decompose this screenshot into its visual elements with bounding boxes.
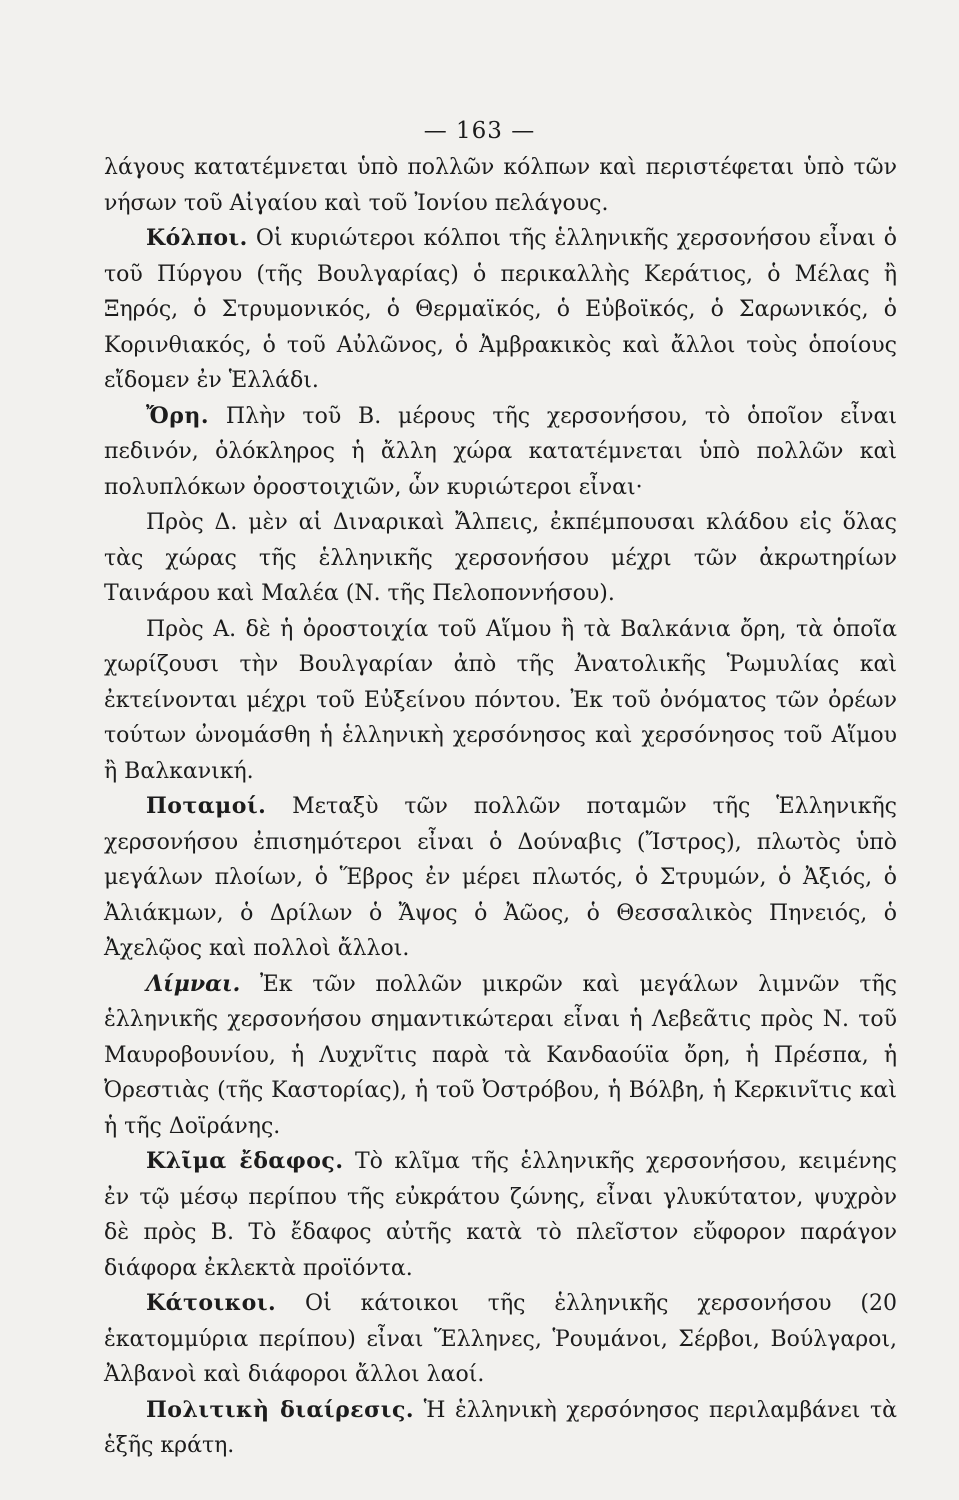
paragraph-text: Πλὴν τοῦ Β. μέρους τῆς χερσονήσου, τὸ ὁποῖον εἶναι πεδινόν, ὁλόκληρος ἡ ἄλλη χώρα κατατέμνεται ὑπὸ πολλῶν καὶ πολυπλόκων ὀροστοιχιῶν, ὧν κυριώτεροι εἶναι· bbox=[104, 403, 898, 500]
section-heading-mountains: Ὄρη. bbox=[146, 402, 210, 429]
paragraph-gulfs bbox=[104, 221, 897, 399]
paragraph-climate bbox=[104, 1144, 897, 1286]
paragraph-continuation bbox=[104, 150, 897, 221]
paragraph-rivers bbox=[104, 789, 897, 967]
paragraph-political-division bbox=[104, 1393, 897, 1464]
paragraph-text: Οἱ κυριώτεροι κόλποι τῆς ἑλληνικῆς χερσονήσου εἶναι ὁ τοῦ Πύργου (τῆς Βουλγαρίας) ὁ περικαλλὴς Κεράτιος, ὁ Μέλας ἢ Ξηρός, ὁ Στρυμονικός, ὁ Θερμαϊκός, ὁ Εὐβοϊκός, ὁ Σαρωνικός, ὁ Κορινθιακός, ὁ τοῦ Αὐλῶνος, ὁ Ἀμβρακικὸς καὶ ἄλλοι τοὺς ὁποίους εἴδομεν ἐν Ἑλλάδι. bbox=[104, 226, 897, 393]
section-heading-rivers: Ποταμοί. bbox=[146, 793, 267, 819]
paragraph-text: λάγους κατατέμνεται ὑπὸ πολλῶν κόλπων καὶ περιστέφεται ὑπὸ τῶν νήσων τοῦ Αἰγαίου καὶ τοῦ Ἰονίου πελάγους. bbox=[104, 155, 897, 216]
section-heading-lakes: Λίμναι. bbox=[146, 970, 241, 997]
section-heading-inhabitants: Κάτοικοι. bbox=[146, 1290, 277, 1316]
section-heading-gulfs: Κόλποι. bbox=[146, 225, 248, 251]
paragraph-text: Ἐκ τῶν πολλῶν μικρῶν καὶ μεγάλων λιμνῶν τῆς ἑλληνικῆς χερσονήσου σημαντικώτεραι εἶναι ἡ Λεβεᾶτις πρὸς Ν. τοῦ Μαυροβουνίου, ἡ Λυχνῖτις παρὰ τὰ Κανδαούϊα ὄρη, ἡ Πρέσπα, ἡ Ὀρεστιὰς (τῆς Καστορίας), ἡ τοῦ Ὀστρόβου, ἡ Βόλβη, ἡ Κερκινῖτις καὶ ἡ τῆς Δοϊράνης. bbox=[104, 971, 897, 1139]
page-number: — 163 — bbox=[423, 118, 536, 144]
paragraph-text: Τὸ κλῖμα τῆς ἑλληνικῆς χερσονήσου, κειμένης ἐν τῷ μέσῳ περίπου τῆς εὐκράτου ζώνης, εἶναι γλυκύτατον, ψυχρὸν δὲ πρὸς Β. Τὸ ἔδαφος αὐτῆς κατὰ τὸ πλεῖστον εὔφορον παράγον διάφορα ἐκλεκτὰ προϊόντα. bbox=[104, 1149, 897, 1281]
paragraph-inhabitants bbox=[104, 1286, 897, 1393]
paragraph-text: Μεταξὺ τῶν πολλῶν ποταμῶν τῆς Ἑλληνικῆς χερσονήσου ἐπισημότεροι εἶναι ὁ Δούναβις (Ἴστρος), πλωτὸς ὑπὸ μεγάλων πλοίων, ὁ Ἕβρος ἐν μέρει πλωτός, ὁ Στρυμών, ὁ Ἀξιός, ὁ Ἀλιάκμων, ὁ Δρίλων ὁ Ἄψος ὁ Ἀῶος, ὁ Θεσσαλικὸς Πηνειός, ὁ Ἀχελῷος καὶ πολλοὶ ἄλλοι. bbox=[104, 794, 897, 961]
page-body bbox=[104, 150, 897, 1464]
paragraph-mountains bbox=[104, 399, 897, 506]
section-heading-political-division: Πολιτικὴ διαίρεσις. bbox=[146, 1396, 414, 1423]
paragraph-text: Πρὸς Α. δὲ ἡ ὀροστοιχία τοῦ Αἵμου ἢ τὰ Βαλκάνια ὄρη, τὰ ὁποῖα χωρίζουσι τὴν Βουλγαρίαν ἀπὸ τῆς Ἀνατολικῆς Ῥωμυλίας καὶ ἐκτείνονται μέχρι τοῦ Εὐξείνου πόντου. Ἐκ τοῦ ὀνόματος τῶν ὀρέων τούτων ὠνομάσθη ἡ ἑλληνικὴ χερσόνησος καὶ χερσόνησος τοῦ Αἵμου ἢ Βαλκανική. bbox=[104, 616, 897, 784]
paragraph-text: Πρὸς Δ. μὲν αἱ Διναρικαὶ Ἄλπεις, ἐκπέμπουσαι κλάδου εἰς ὅλας τὰς χώρας τῆς ἑλληνικῆς χερσονήσου μέχρι τῶν ἀκρωτηρίων Ταινάρου καὶ Μαλέα (Ν. τῆς Πελοποννήσου). bbox=[104, 510, 897, 606]
paragraph-east-ranges bbox=[104, 612, 897, 790]
paragraph-text: Οἱ κάτοικοι τῆς ἑλληνικῆς χερσονήσου (20 ἑκατομμύρια περίπου) εἶναι Ἕλληνες, Ῥουμάνοι, Σέρβοι, Βούλγαροι, Ἀλβανοὶ καὶ διάφοροι ἄλλοι λαοί. bbox=[104, 1291, 897, 1387]
section-heading-climate: Κλῖμα ἔδαφος. bbox=[146, 1148, 344, 1174]
paragraph-text: Ἡ ἑλληνικὴ χερσόνησος περιλαμβάνει τὰ ἑξῆς κράτη. bbox=[104, 1397, 897, 1458]
paragraph-lakes bbox=[104, 967, 897, 1145]
paragraph-west-ranges bbox=[104, 505, 897, 612]
